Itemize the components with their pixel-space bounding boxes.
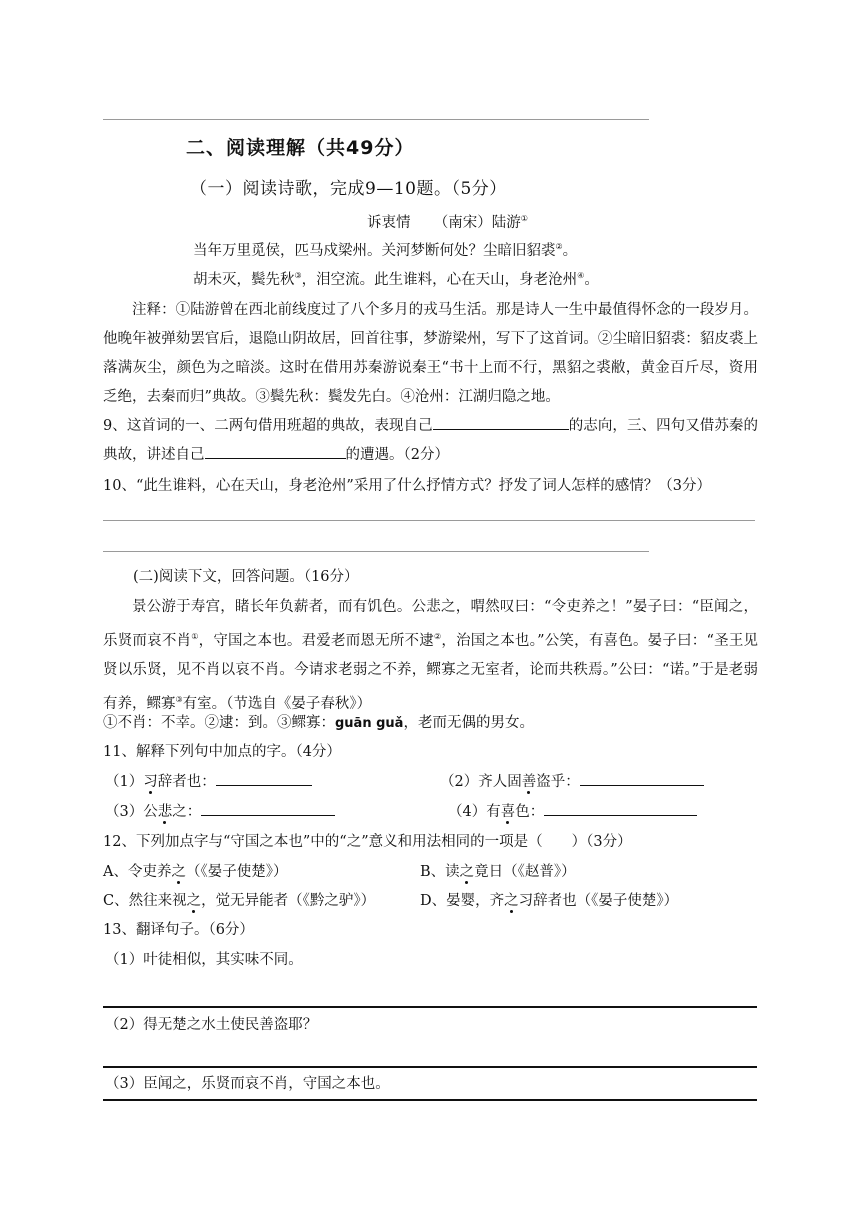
classical-passage: 景公游于寿宫，睹长年负薪者，而有饥色。公悲之，喟然叹曰：“令吏养之！”晏子曰：“臣闻之，乐贤而哀不肖①，守国之本也。君爱老而恩无所不逮②，治国之本也。”公笑，有喜色。晏子曰：“圣王见贤以乐贤，见不肖以哀不肖。今请求老弱之不养，鳏寡之无室者，论而共秩焉。”公曰：“诺。”于是老弱有养，鳏寡③有室。（节选自《晏子春秋》） bbox=[103, 599, 759, 712]
poem-heading bbox=[367, 211, 528, 232]
q13-item-2: （2）得无楚之水土使民善盗耶？ bbox=[105, 1017, 318, 1033]
q11-item-4: （4）有喜色： bbox=[448, 800, 697, 821]
poem-notes: 注释：①陆游曾在西北前线度过了八个多月的戎马生活。那是诗人一生中最值得怀念的一段岁月。他晚年被弹劾罢官后，退隐山阴故居，回首往事，梦游梁州，写下了这首词。②尘暗旧貂裘：貂皮裘上落满灰尘，颜色为之暗淡。这时在借用苏秦游说秦王“书十上而不行，黑貂之裘敝，黄金百斤尽，资用乏绝，去秦而归”典故。③鬓先秋：鬓发先白。④沧州：江湖归隐之地。 bbox=[103, 302, 758, 405]
poem-title: 诉衷情 bbox=[367, 215, 411, 231]
answer-blank[interactable] bbox=[205, 444, 346, 459]
q13-item-1: （1）叶徒相似，其实味不同。 bbox=[105, 952, 303, 968]
top-divider bbox=[103, 119, 649, 120]
q12-option-b[interactable]: B、读之竟日（《赵普》） bbox=[420, 864, 576, 880]
question-9: 9、这首词的一、二两句借用班超的典故，表现自己 的志向，三、四句又借苏秦的典故，讲述自己 的遭遇。（2分） bbox=[103, 412, 758, 470]
q11-item-2: （2）齐人固善盗乎： bbox=[440, 770, 704, 791]
answer-line[interactable] bbox=[103, 1006, 757, 1008]
q13-item-3: （3）臣闻之，乐贤而哀不肖，守国之本也。 bbox=[105, 1076, 390, 1092]
answer-blank[interactable] bbox=[216, 771, 312, 786]
answer-blank[interactable] bbox=[544, 801, 697, 816]
answer-line[interactable] bbox=[103, 551, 649, 552]
q12-option-d[interactable]: D、晏婴，齐之习辞者也（《晏子使楚》） bbox=[420, 893, 679, 909]
answer-blank[interactable] bbox=[201, 801, 335, 816]
poem-author: （南宋）陆游 bbox=[433, 215, 521, 231]
pinyin: guān guǎ bbox=[335, 716, 404, 731]
answer-line[interactable] bbox=[103, 520, 755, 521]
q12-option-a[interactable]: A、令吏养之（《晏子使楚》） bbox=[103, 864, 288, 880]
poem-line-1: 当年万里觅侯，匹马戍梁州。关河梦断何处？尘暗旧貂裘②。 bbox=[193, 242, 578, 259]
part2-title: (二)阅读下文，回答问题。（16分） bbox=[133, 569, 359, 585]
q11-item-1: （1）习辞者也： bbox=[105, 770, 312, 791]
answer-blank[interactable] bbox=[580, 771, 704, 786]
question-12: 12、下列加点字与“守国之本也”中的“之”意义和用法相同的一项是（ ）（3分） bbox=[103, 834, 632, 850]
answer-blank[interactable] bbox=[433, 415, 569, 430]
poem-line-2: 胡未灭，鬓先秋③，泪空流。此生谁料，心在天山，身老沧州④。 bbox=[193, 271, 599, 288]
q11-item-3: （3）公悲之： bbox=[105, 800, 335, 821]
section-title: 二、阅读理解（共49分） bbox=[186, 137, 415, 159]
question-11: 11、解释下列句中加点的字。（4分） bbox=[103, 744, 341, 760]
question-10: 10、“此生谁料，心在天山，身老沧州”采用了什么抒情方式？抒发了词人怎样的感情？（3分） bbox=[103, 478, 711, 494]
question-13: 13、翻译句子。（6分） bbox=[103, 922, 254, 938]
footnote-mark: ① bbox=[520, 214, 528, 224]
answer-line[interactable] bbox=[103, 1099, 757, 1101]
passage-glosses: ①不肖：不幸。②逮：到。③鳏寡：guān guǎ，老而无偶的男女。 bbox=[103, 715, 534, 731]
answer-line[interactable] bbox=[103, 1066, 757, 1068]
q12-option-c[interactable]: C、然往来视之，觉无异能者（《黔之驴》） bbox=[103, 893, 376, 909]
part1-title: （一）阅读诗歌，完成9—10题。（5分） bbox=[190, 179, 507, 199]
